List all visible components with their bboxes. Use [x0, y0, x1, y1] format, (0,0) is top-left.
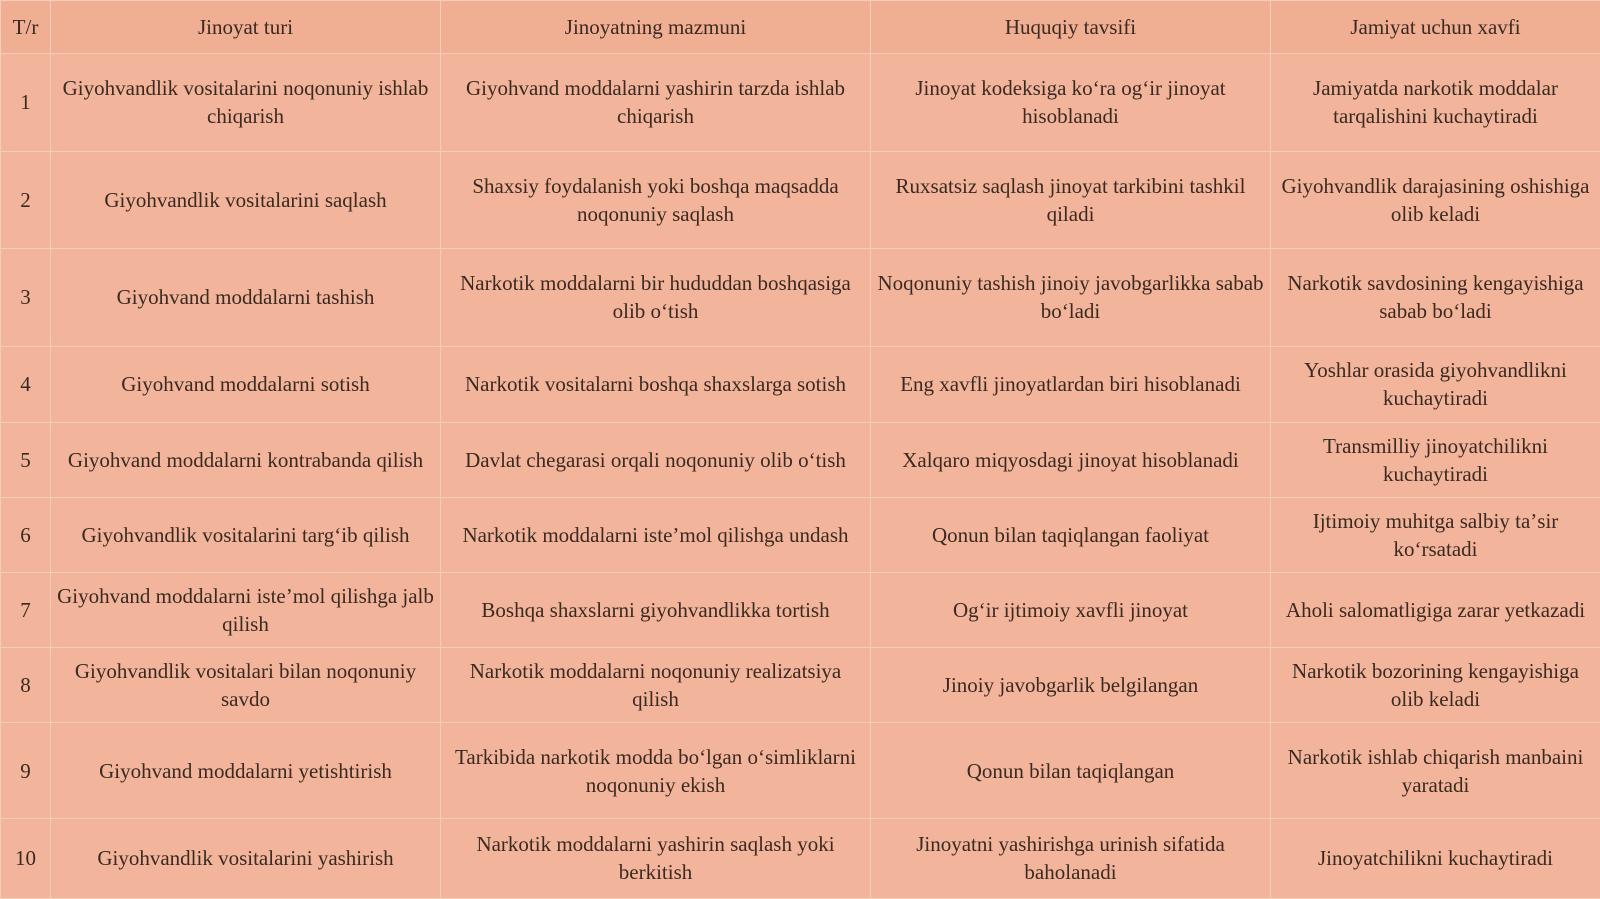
cell-legal-description: Jinoyat kodeksiga koʻra ogʻir jinoyat hisoblanadi: [871, 54, 1271, 152]
table-row: [1, 497, 1600, 572]
cell-content: Boshqa shaxslarni giyohvandlikka tortish: [441, 572, 871, 647]
cell-crime-type: Giyohvand moddalarni isteʼmol qilishga jalb qilish: [51, 572, 441, 647]
table-row: [1, 723, 1600, 818]
table-row: [1, 572, 1600, 647]
cell-number: 10: [1, 818, 51, 898]
table-row: [1, 151, 1600, 249]
cell-social-danger: Narkotik ishlab chiqarish manbaini yaratadi: [1271, 723, 1600, 818]
cell-content: Davlat chegarasi orqali noqonuniy olib oʻtish: [441, 422, 871, 497]
cell-content: Narkotik moddalarni isteʼmol qilishga undash: [441, 497, 871, 572]
cell-content: Shaxsiy foydalanish yoki boshqa maqsadda noqonuniy saqlash: [441, 151, 871, 249]
cell-crime-type: Giyohvand moddalarni kontrabanda qilish: [51, 422, 441, 497]
table-row: [1, 249, 1600, 347]
header-row: [1, 1, 1600, 54]
cell-social-danger: Ijtimoiy muhitga salbiy taʼsir koʻrsatadi: [1271, 497, 1600, 572]
cell-crime-type: Giyohvand moddalarni sotish: [51, 346, 441, 422]
cell-number: 1: [1, 54, 51, 152]
table-row: [1, 346, 1600, 422]
cell-content: Narkotik moddalarni noqonuniy realizatsiya qilish: [441, 648, 871, 723]
cell-legal-description: Jinoyatni yashirishga urinish sifatida baholanadi: [871, 818, 1271, 898]
cell-number: 6: [1, 497, 51, 572]
cell-crime-type: Giyohvand moddalarni yetishtirish: [51, 723, 441, 818]
cell-legal-description: Eng xavfli jinoyatlardan biri hisoblanadi: [871, 346, 1271, 422]
table-row: [1, 54, 1600, 152]
table-row: [1, 648, 1600, 723]
cell-content: Giyohvand moddalarni yashirin tarzda ishlab chiqarish: [441, 54, 871, 152]
cell-legal-description: Qonun bilan taqiqlangan: [871, 723, 1271, 818]
header-cell-content: Jinoyatning mazmuni: [441, 1, 871, 54]
cell-legal-description: Xalqaro miqyosdagi jinoyat hisoblanadi: [871, 422, 1271, 497]
cell-social-danger: Narkotik savdosining kengayishiga sabab boʻladi: [1271, 249, 1600, 347]
header-cell-crime-type: Jinoyat turi: [51, 1, 441, 54]
cell-number: 3: [1, 249, 51, 347]
cell-content: Narkotik vositalarni boshqa shaxslarga sotish: [441, 346, 871, 422]
cell-social-danger: Giyohvandlik darajasining oshishiga olib keladi: [1271, 151, 1600, 249]
cell-number: 7: [1, 572, 51, 647]
cell-legal-description: Ogʻir ijtimoiy xavfli jinoyat: [871, 572, 1271, 647]
cell-content: Tarkibida narkotik modda boʻlgan oʻsimliklarni noqonuniy ekish: [441, 723, 871, 818]
cell-number: 9: [1, 723, 51, 818]
cell-crime-type: Giyohvand moddalarni tashish: [51, 249, 441, 347]
cell-social-danger: Jinoyatchilikni kuchaytiradi: [1271, 818, 1600, 898]
header-cell-social-danger: Jamiyat uchun xavfi: [1271, 1, 1600, 54]
cell-legal-description: Ruxsatsiz saqlash jinoyat tarkibini tashkil qiladi: [871, 151, 1271, 249]
cell-social-danger: Transmilliy jinoyatchilikni kuchaytiradi: [1271, 422, 1600, 497]
cell-crime-type: Giyohvandlik vositalarini yashirish: [51, 818, 441, 898]
cell-legal-description: Jinoiy javobgarlik belgilangan: [871, 648, 1271, 723]
cell-content: Narkotik moddalarni yashirin saqlash yoki berkitish: [441, 818, 871, 898]
cell-crime-type: Giyohvandlik vositalari bilan noqonuniy savdo: [51, 648, 441, 723]
cell-number: 2: [1, 151, 51, 249]
cell-legal-description: Noqonuniy tashish jinoiy javobgarlikka sabab boʻladi: [871, 249, 1271, 347]
cell-crime-type: Giyohvandlik vositalarini targʻib qilish: [51, 497, 441, 572]
cell-number: 8: [1, 648, 51, 723]
header-cell-number: T/r: [1, 1, 51, 54]
header-cell-legal-description: Huquqiy tavsifi: [871, 1, 1271, 54]
cell-legal-description: Qonun bilan taqiqlangan faoliyat: [871, 497, 1271, 572]
cell-social-danger: Jamiyatda narkotik moddalar tarqalishini kuchaytiradi: [1271, 54, 1600, 152]
cell-social-danger: Yoshlar orasida giyohvandlikni kuchaytiradi: [1271, 346, 1600, 422]
cell-crime-type: Giyohvandlik vositalarini saqlash: [51, 151, 441, 249]
table-row: [1, 422, 1600, 497]
cell-social-danger: Narkotik bozorining kengayishiga olib keladi: [1271, 648, 1600, 723]
cell-content: Narkotik moddalarni bir hududdan boshqasiga olib oʻtish: [441, 249, 871, 347]
cell-crime-type: Giyohvandlik vositalarini noqonuniy ishlab chiqarish: [51, 54, 441, 152]
cell-social-danger: Aholi salomatligiga zarar yetkazadi: [1271, 572, 1600, 647]
cell-number: 4: [1, 346, 51, 422]
table-row: [1, 818, 1600, 898]
cell-number: 5: [1, 422, 51, 497]
